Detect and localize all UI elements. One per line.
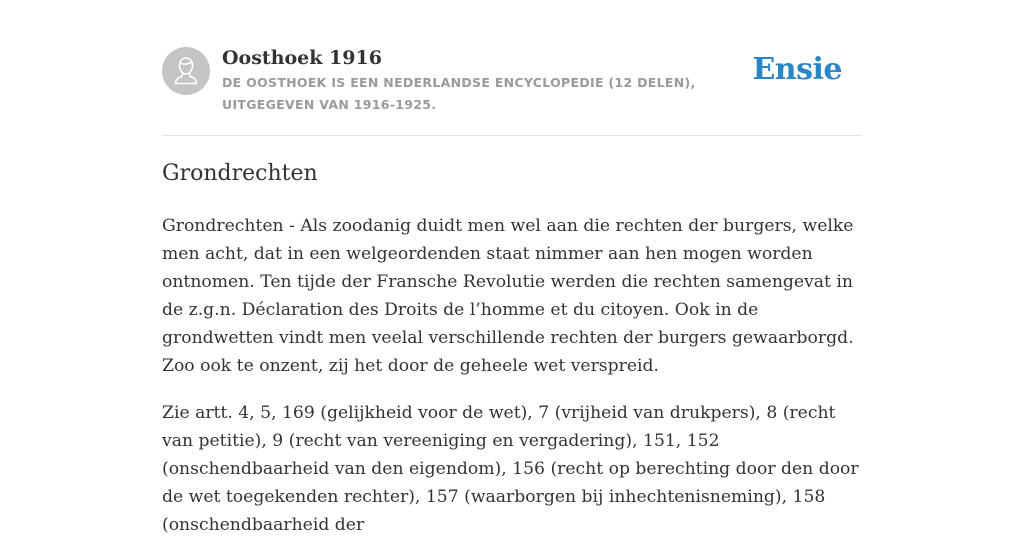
- article-title: Grondrechten: [162, 161, 318, 186]
- page-container: [162, 0, 862, 535]
- source-description: DE OOSTHOEK IS EEN NEDERLANDSE ENCYCLOPEDIE (12 DELEN), UITGEGEVEN VAN 1916-1925.: [222, 75, 696, 112]
- source-avatar[interactable]: [162, 47, 210, 95]
- brand-logo-link[interactable]: Ensie: [752, 52, 842, 87]
- user-silhouette-icon: [162, 47, 210, 95]
- article-paragraph: Zie artt. 4, 5, 169 (gelijkheid voor de wet), 7 (vrijheid van drukpers), 8 (recht van petitie), 9 (recht van vereeniging en vergadering), 151, 152 (onschendbaarheid van den eigendom), 156 (recht op berechting door den door de wet toegekenden rechter), 157 (waarborgen bij inhechtenisneming), 158 (onschendbaarheid der: [162, 403, 859, 535]
- article-body: [162, 212, 868, 558]
- source-header: [162, 0, 862, 136]
- source-name[interactable]: Oosthoek 1916: [222, 47, 382, 69]
- article-paragraph: Grondrechten - Als zoodanig duidt men wel aan die rechten der burgers, welke men acht, dat in een welgeordenden staat nimmer aan hen mogen worden ontnomen. Ten tijde der Fransche Revolutie werden die rechten samengevat in de z.g.n. Déclaration des Droits de l’homme et du citoyen. Ook in de grondwetten vindt men veelal verschillende rechten der burgers gewaarborgd. Zoo ook te onzent, zij het door de geheele wet verspreid.: [162, 216, 854, 376]
